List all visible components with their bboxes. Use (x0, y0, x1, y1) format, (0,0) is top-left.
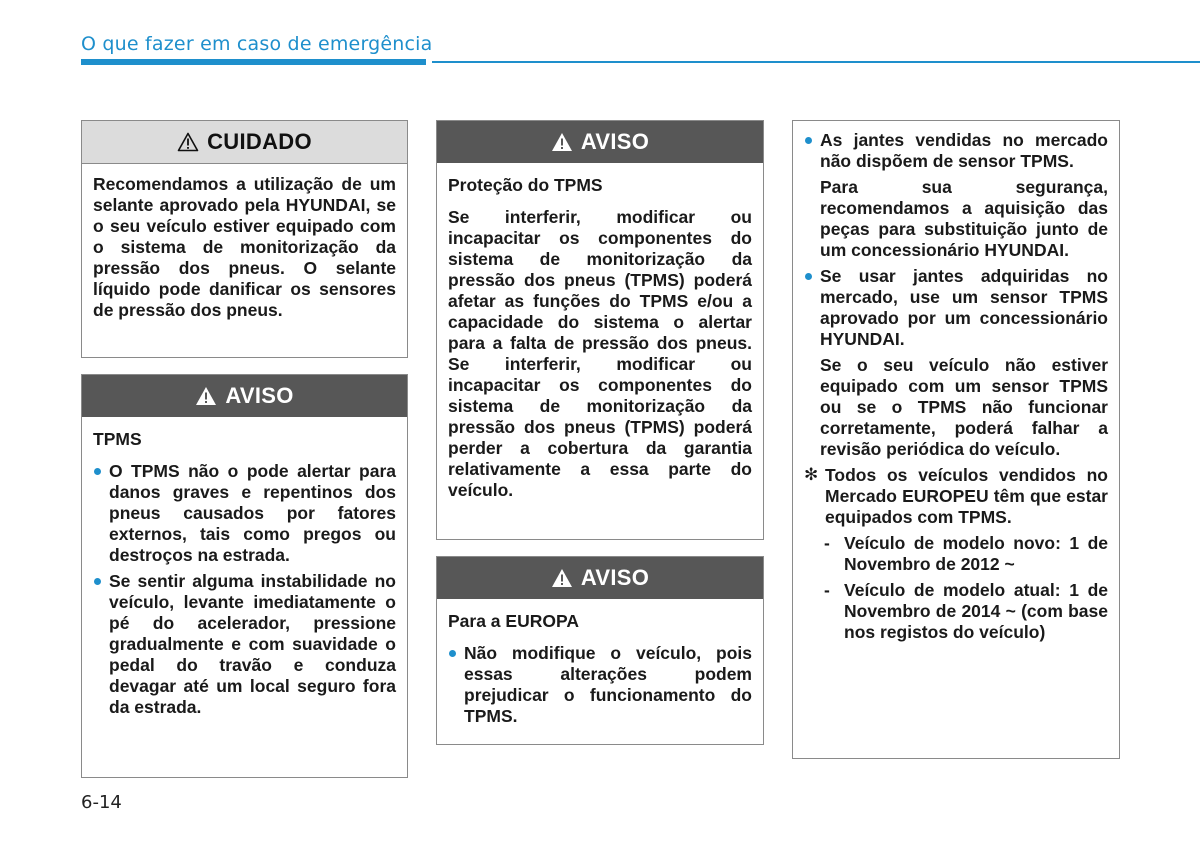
warning-box-tpms (81, 374, 408, 778)
warning-triangle-icon (195, 386, 217, 406)
list-item (804, 266, 1108, 350)
warning-header (437, 557, 763, 599)
dash-mark: - (824, 533, 830, 553)
note-asterisk-icon: ✻ (804, 465, 819, 485)
caution-box (81, 120, 408, 358)
caution-header (82, 121, 407, 164)
bullet-continuation: Se o seu veículo não estiver equipado com um sensor TPMS ou se o TPMS não funcionar corretamente, poderá falhar a revisão periódica do veículo. (820, 355, 1108, 459)
caution-text: Recomendamos a utilização de um selante aprovado pela HYUNDAI, se o seu veículo estiver equipado com o sistema de monitorização da pressão dos pneus. O selante líquido pode danificar os sensores de pressão dos pneus. (93, 174, 396, 320)
warning-subtitle: Proteção do TPMS (448, 175, 603, 195)
caution-triangle-icon (177, 132, 199, 152)
warning-title: AVISO (580, 129, 650, 154)
warning-box-tpms-protection (436, 120, 764, 540)
header-rule-thick (81, 59, 426, 65)
section-title: O que fazer em caso de emergência (81, 33, 433, 55)
dash-text: Veículo de modelo atual: 1 de Novembro de 2014 ~ (com base nos registos do veículo) (844, 580, 1108, 642)
dash-mark: - (824, 580, 830, 600)
continuation-box (792, 120, 1120, 759)
warning-header (82, 375, 407, 417)
warning-box-europe (436, 556, 764, 745)
caution-title: CUIDADO (207, 129, 312, 154)
list-item (804, 130, 1108, 172)
warning-triangle-icon (551, 568, 573, 588)
list-item: Não modifique o veículo, pois essas alterações podem prejudicar o funcionamento do TPMS. (448, 643, 752, 727)
bullet-text: As jantes vendidas no mercado não dispõem de sensor TPMS. (820, 130, 1108, 171)
dash-item (804, 580, 1108, 643)
note-text: Todos os veículos vendidos no Mercado EUROPEU têm que estar equipados com TPMS. (825, 465, 1108, 527)
dash-text: Veículo de modelo novo: 1 de Novembro de 2012 ~ (844, 533, 1108, 574)
note (804, 465, 1108, 528)
warning-subtitle: TPMS (93, 429, 142, 449)
bullet-continuation: Para sua segurança, recomendamos a aquisição das peças para substituição junto de um concessionário HYUNDAI. (820, 177, 1108, 260)
warning-subtitle: Para a EUROPA (448, 611, 579, 631)
page-number: 6-14 (81, 792, 122, 813)
warning-title: AVISO (580, 565, 650, 590)
header-rule-thin (432, 61, 1200, 63)
bullet-text: Se usar jantes adquiridas no mercado, use um sensor TPMS aprovado por um concessionário HYUNDAI. (820, 266, 1108, 349)
warning-triangle-icon (551, 132, 573, 152)
dash-item (804, 533, 1108, 575)
warning-text: Se interferir, modificar ou incapacitar os componentes do sistema de monitorização da pressão dos pneus (TPMS) poderá afetar as funções do TPMS e/ou a capacidade do sistema o alertar para a falta de pressão dos pneus. Se interferir, modificar ou incapacitar os componentes do sistema de monitorização da pressão dos pneus (TPMS) poderá perder a cobertura da garantia relativamente a essa parte do veículo. (448, 207, 752, 500)
list-item: Se sentir alguma instabilidade no veículo, levante imediatamente o pé do acelerador, pressione gradualmente e com suavidade o pedal do travão e conduza devagar até um local seguro fora da estrada. (93, 571, 396, 718)
warning-title: AVISO (225, 383, 294, 408)
warning-header (437, 121, 763, 163)
list-item: O TPMS não o pode alertar para danos graves e repentinos dos pneus causados por fatores externos, tais como pregos ou destroços na estrada. (93, 461, 396, 566)
